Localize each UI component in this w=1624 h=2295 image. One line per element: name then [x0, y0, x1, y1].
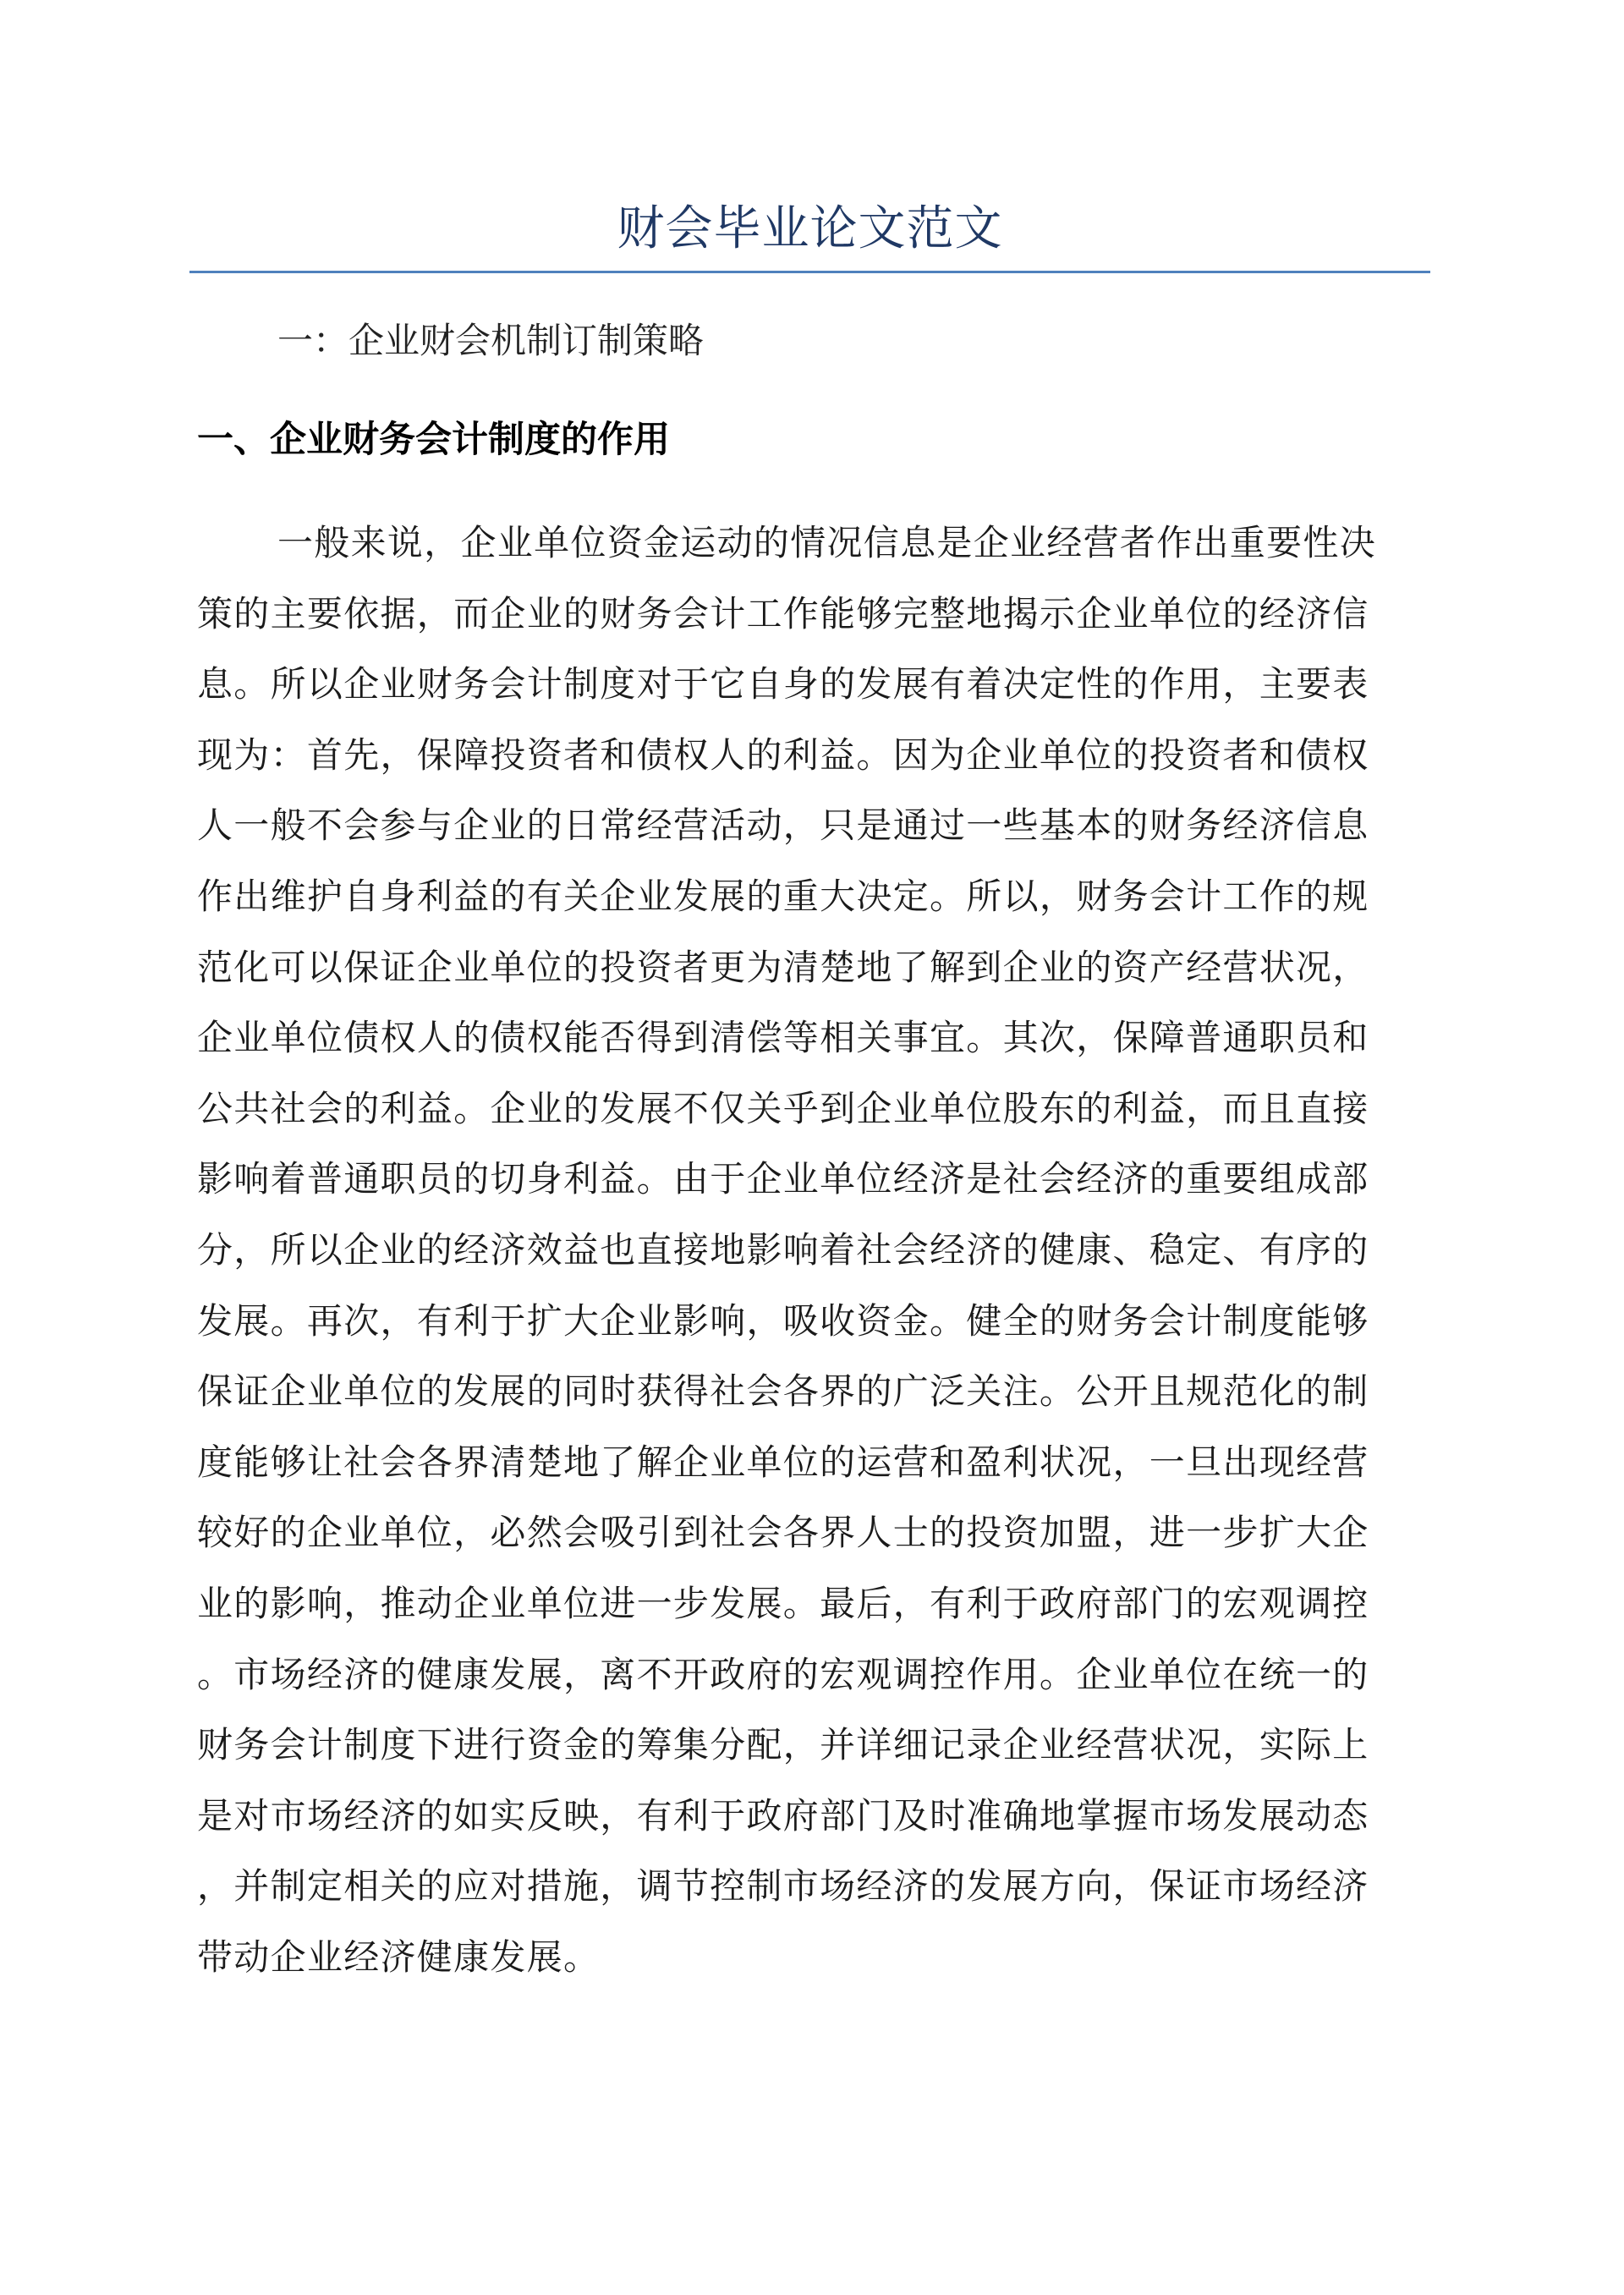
paragraph-line: 影响着普通职员的切身利益。由于企业单位经济是社会经济的重要组成部 — [197, 1158, 1369, 1200]
paragraph-line: 策的主要依据，而企业的财务会计工作能够完整地揭示企业单位的经济信 — [197, 592, 1369, 634]
paragraph-line: 财务会计制度下进行资金的筹集分配，并详细记录企业经营状况，实际上 — [197, 1724, 1369, 1766]
paragraph-line: 分，所以企业的经济效益也直接地影响着社会经济的健康、稳定、有序的 — [197, 1228, 1369, 1271]
title-underline-rule — [189, 271, 1430, 273]
paragraph-line: 人一般不会参与企业的日常经营活动，只是通过一些基本的财务经济信息 — [197, 804, 1369, 847]
paragraph-line: 现为：首先，保障投资者和债权人的利益。因为企业单位的投资者和债权 — [197, 733, 1369, 776]
paragraph-line: 息。所以企业财务会计制度对于它自身的发展有着决定性的作用，主要表 — [197, 663, 1369, 706]
paragraph-line: 度能够让社会各界清楚地了解企业单位的运营和盈利状况，一旦出现经营 — [197, 1441, 1369, 1483]
paragraph-line: 发展。再次，有利于扩大企业影响，吸收资金。健全的财务会计制度能够 — [197, 1299, 1369, 1342]
paragraph-line: 范化可以保证企业单位的投资者更为清楚地了解到企业的资产经营状况， — [197, 946, 1369, 988]
document-title: 财会毕业论文范文 — [617, 201, 1003, 256]
subheading: 一：企业财会机制订制策略 — [277, 320, 705, 361]
paragraph-line: 公共社会的利益。企业的发展不仅关乎到企业单位股东的利益，而且直接 — [197, 1087, 1369, 1129]
paragraph-line: 带动企业经济健康发展。 — [197, 1935, 601, 1978]
paragraph-line: 一般来说，企业单位资金运动的情况信息是企业经营者作出重要性决 — [277, 522, 1377, 563]
paragraph-line: 业的影响，推动企业单位进一步发展。最后，有利于政府部门的宏观调控 — [197, 1582, 1369, 1624]
paragraph-line: 企业单位债权人的债权能否得到清偿等相关事宜。其次，保障普通职员和 — [197, 1017, 1369, 1059]
paragraph-line: 。市场经济的健康发展，离不开政府的宏观调控作用。企业单位在统一的 — [197, 1653, 1369, 1695]
paragraph-line: 是对市场经济的如实反映，有利于政府部门及时准确地掌握市场发展动态 — [197, 1794, 1369, 1837]
body-paragraph — [197, 508, 1432, 1992]
paragraph-line: ，并制定相关的应对措施，调节控制市场经济的发展方向，保证市场经济 — [197, 1865, 1369, 1908]
paragraph-line: 作出维护自身利益的有关企业发展的重大决定。所以，财务会计工作的规 — [197, 875, 1369, 917]
section-heading: 一、企业财务会计制度的作用 — [197, 419, 670, 461]
paragraph-line: 较好的企业单位，必然会吸引到社会各界人士的投资加盟，进一步扩大企 — [197, 1512, 1369, 1554]
paragraph-line: 保证企业单位的发展的同时获得社会各界的广泛关注。公开且规范化的制 — [197, 1370, 1369, 1413]
